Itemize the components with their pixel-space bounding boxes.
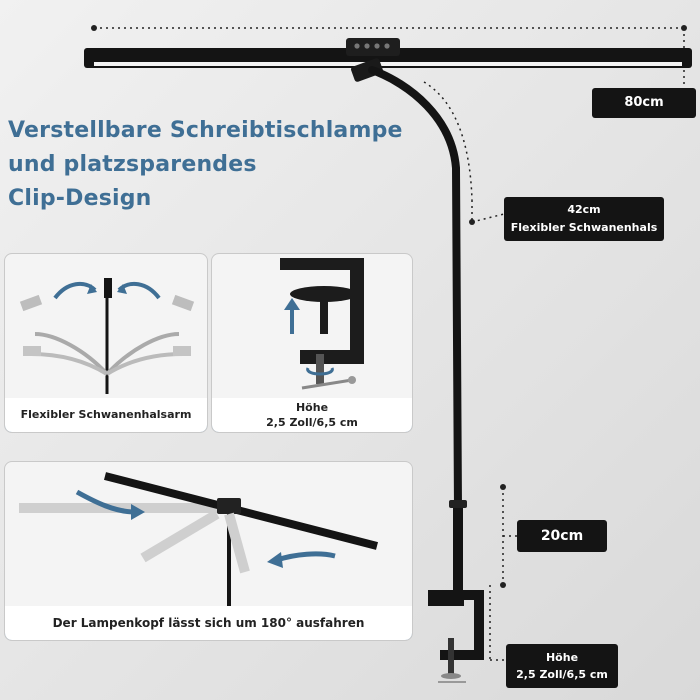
lamp-pole xyxy=(453,505,463,593)
width-label: 80cm xyxy=(624,95,664,110)
card-1-caption xyxy=(5,398,207,432)
card-3-caption xyxy=(5,606,412,640)
headline-line-2: und platzsparendes xyxy=(8,152,257,177)
head-rotation-illustration xyxy=(5,462,413,608)
feature-card-rotation xyxy=(4,461,413,641)
feature-card-clamp xyxy=(211,253,413,433)
feature-card-flexible-arm xyxy=(4,253,208,433)
width-tag xyxy=(592,88,696,118)
clamp-illustration xyxy=(212,254,413,400)
headline-line-3: Clip-Design xyxy=(8,186,152,211)
card-3-caption-text: Der Lampenkopf lässt sich um 180° ausfahren xyxy=(52,616,365,630)
neck-name-label: Flexibler Schwanenhals xyxy=(510,221,658,234)
card-2-caption xyxy=(212,398,412,432)
clamp-height-tag xyxy=(506,644,618,688)
flexible-arm-illustration xyxy=(5,254,208,400)
neck-length-label: 42cm xyxy=(567,203,601,216)
card-1-caption-text: Flexibler Schwanenhalsarm xyxy=(20,408,192,421)
pole-length-label: 20cm xyxy=(540,528,584,544)
clamp-height-value: 2,5 Zoll/6,5 cm xyxy=(516,668,608,681)
neck-length-tag xyxy=(504,197,664,241)
lamp-head xyxy=(84,38,692,83)
card-2-caption-value: 2,5 Zoll/6,5 cm xyxy=(266,416,358,429)
clamp-height-title: Höhe xyxy=(545,651,579,664)
headline xyxy=(8,114,428,216)
desk-clamp xyxy=(428,590,484,682)
pole-length-tag xyxy=(517,520,607,552)
card-2-caption-title: Höhe xyxy=(295,401,329,414)
headline-line-1: Verstellbare Schreibtischlampe xyxy=(8,118,403,143)
